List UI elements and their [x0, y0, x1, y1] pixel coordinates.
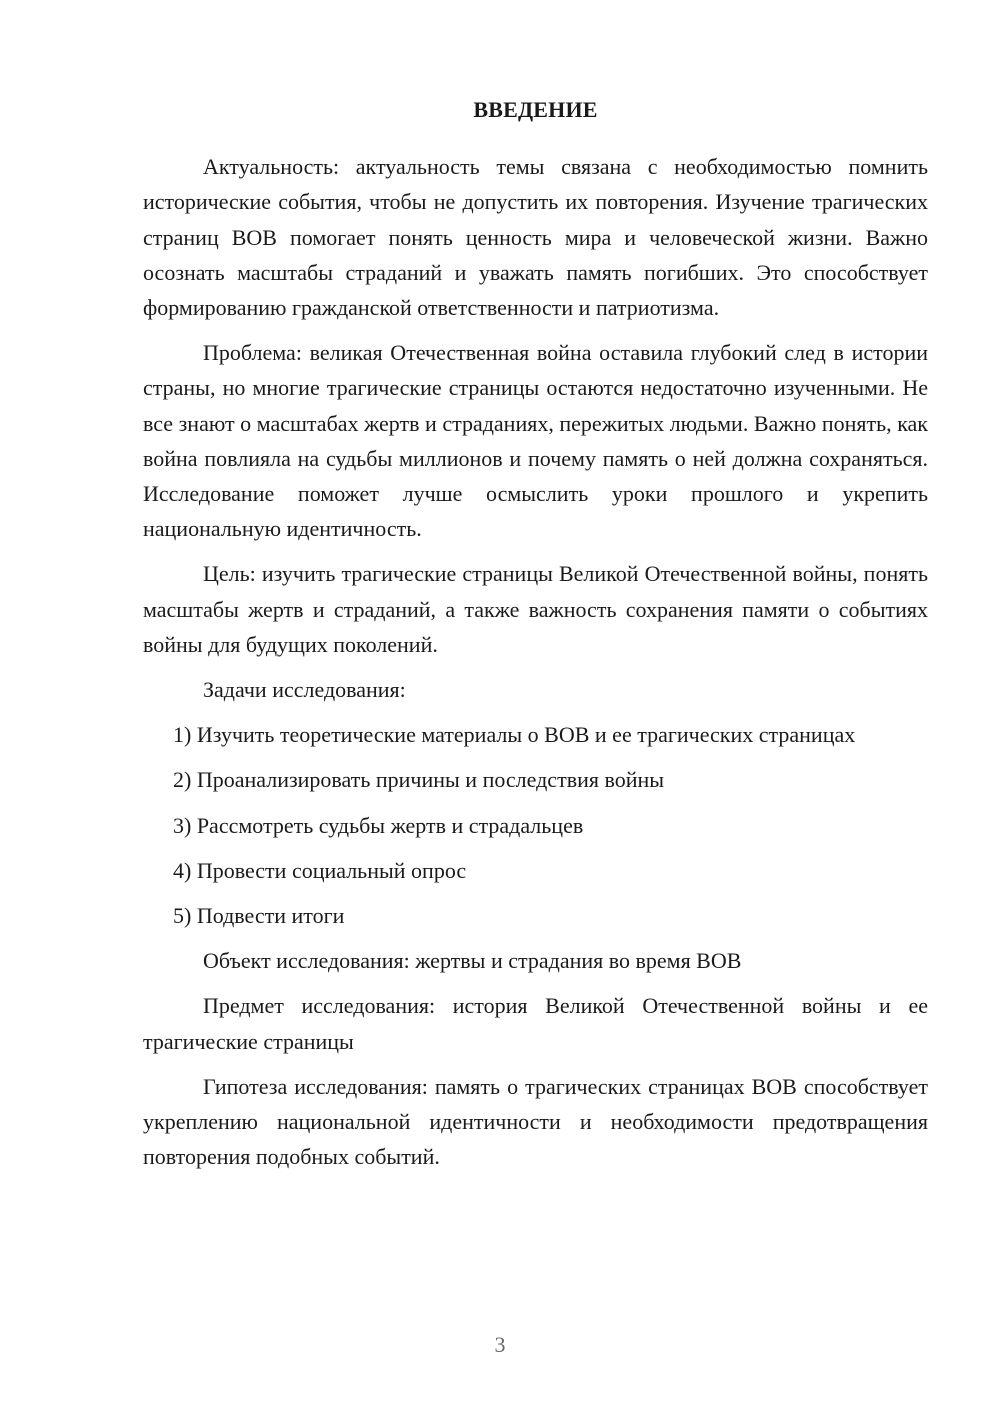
task-item-2: 2) Проанализировать причины и последствия войны: [173, 767, 665, 793]
document-page: [143, 92, 928, 1184]
task-item-3: 3) Рассмотреть судьбы жертв и страдальцев: [173, 812, 584, 838]
task-item-5: 5) Подвести итоги: [173, 903, 345, 929]
document-title: ВВЕДЕНИЕ: [473, 97, 598, 122]
paragraph-goal: Цель: изучить трагические страницы Великой Отечественной войны, понять масштабы жертв и страданий, а также важность сохранения памяти о событиях войны для будущих поколений.: [143, 561, 928, 657]
paragraph-subject: Предмет исследования: история Великой Отечественной войны и ее трагические страницы: [143, 993, 928, 1054]
paragraph-object: Объект исследования: жертвы и страдания во время ВОВ: [203, 948, 742, 974]
paragraph-hypothesis: Гипотеза исследования: память о трагических страницах ВОВ способствует укреплению национальной идентичности и необходимости предотвращения повторения подобных событий.: [143, 1073, 928, 1170]
task-item-1: 1) Изучить теоретические материалы о ВОВ и ее трагических страницах: [173, 722, 856, 748]
task-item-4: 4) Провести социальный опрос: [173, 857, 467, 883]
paragraph-relevance: Актуальность: актуальность темы связана с необходимостью помнить исторические события, чтобы не допустить их повторения. Изучение трагических страниц ВОВ помогает понять ценность мира и человеческой жизни. Важно осознать масштабы страданий и уважать память погибших. Это способствует формированию гражданской ответственности и патриотизма.: [143, 154, 928, 321]
page-number: 3: [494, 1332, 506, 1357]
paragraph-tasks-heading: Задачи исследования:: [203, 677, 406, 703]
paragraph-problem: Проблема: великая Отечественная война оставила глубокий след в истории страны, но многие трагические страницы остаются недостаточно изученными. Не все знают о масштабах жертв и страданиях, пережитых людьми. Важно понять, как война повлияла на судьбы миллионов и почему память о ней должна сохраняться. Исследование поможет лучше осмыслить уроки прошлого и укрепить национальную идентичность.: [143, 340, 928, 542]
